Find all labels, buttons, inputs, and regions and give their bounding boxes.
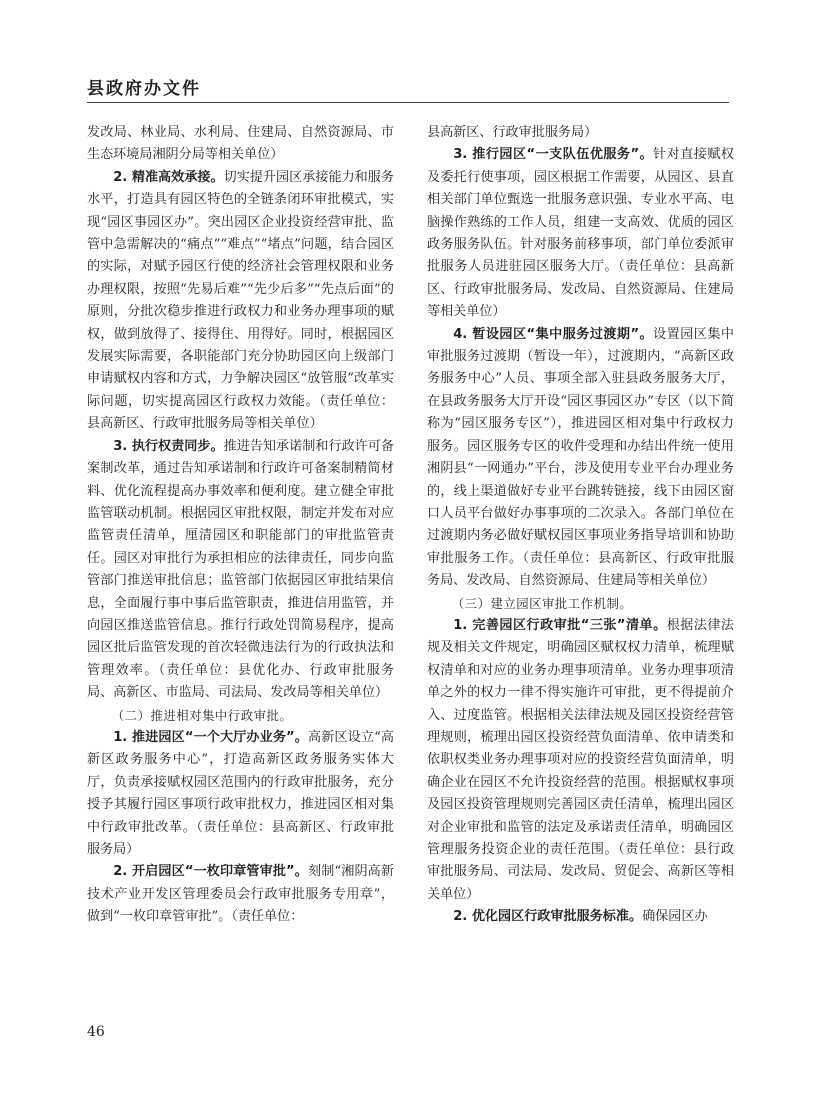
item-heading: 1. 推进园区“一个大厅办业务”。: [113, 729, 308, 745]
item-body: 确保园区办: [642, 909, 708, 925]
item-heading: 3. 推行园区“一支队伍优服务”。: [453, 147, 654, 163]
paragraph: [427, 615, 734, 906]
paragraph: [427, 144, 734, 323]
section-subheading: （三）建立园区审批工作机制。: [451, 595, 633, 611]
item-heading: 2. 精准高效承接。: [113, 169, 224, 185]
paragraph: 县高新区、行政审批服务局）: [427, 125, 598, 140]
page-header-title: 县政府办文件: [87, 79, 201, 99]
page-number: 46: [87, 1024, 105, 1040]
item-heading: 4. 暂设园区“集中服务过渡期”。: [453, 326, 654, 342]
paragraph: [427, 906, 734, 928]
section-subheading: （二）推进相对集中行政审批。: [111, 707, 293, 723]
paragraph: [87, 167, 394, 436]
item-body: 高新区设立“高新区政务服务中心”，打造高新区政务服务实体大厅，负责承接赋权园区范围内的行政审批服务，充分授予其履行园区事项行政审批权力，推进园区相对集中行政审批改革。（责任单位：县高新区、行政审批服务局）: [87, 729, 394, 857]
item-body: 切实提升园区承接能力和服务水平，打造具有园区特色的全链条闭环审批模式，实现“园区事园区办”。突出园区企业投资经营审批、监管中急需解决的“痛点”“难点”“堵点”问题，结合园区的实际，对赋予园区行使的经济社会管理权限和业务办理权限，按照“先易后难”“先少后多”“先点后面”的原则，分批次稳步推进行政权力和业务办理事项的赋权，做到放得了、接得住、用得好。同时，根据园区发展实际需要，各职能部门充分协助园区向上级部门申请赋权内容和方式，力争解决园区“放管服”改革实际问题，切实提高园区行政权力效能。（责任单位：县高新区、行政审批服务局等相关单位）: [87, 169, 394, 432]
paragraph: [87, 436, 394, 705]
item-heading: 2. 优化园区行政审批服务标准。: [453, 909, 643, 925]
item-body: 推进告知承诺制和行政许可备案制改革，通过告知承诺制和行政许可备案制精简材料、优化流程提高办事效率和便利度。建立健全审批监管联动机制。根据园区审批权限，制定并发布对应监管责任清单，厘清园区和职能部门的审批监管责任。园区对审批行为承担相应的法律责任，同步向监管部门推送审批信息；监管部门依据园区审批结果信息，全面履行事中事后监管职责，推进信用监管，并向园区推送监管信息。推行行政处罚简易程序，提高园区批后监管发现的首次轻微违法行为的行政执法和管理效率。（责任单位：县优化办、行政审批服务局、高新区、市监局、司法局、发改局等相关单位）: [87, 438, 394, 701]
item-heading: 1. 完善园区行政审批“三张”清单。: [453, 617, 667, 633]
header-divider: [87, 102, 729, 103]
paragraph: 发改局、林业局、水利局、住建局、自然资源局、市生态环境局湘阴分局等相关单位）: [87, 125, 394, 163]
item-heading: 2. 开启园区“一枚印章管审批”。: [113, 864, 308, 880]
paragraph: [87, 861, 394, 928]
left-column: [87, 122, 394, 929]
item-body: 根据法律法规及相关文件规定，明确园区赋权权力清单，梳理赋权清单和对应的业务办理事项清单。业务办理事项清单之外的权力一律不得实施许可审批，更不得提前介入、过度监管。根据相关法律法规及园区投资经营管理规则，梳理出园区投资经营负面清单、依申请类和依职权类业务办理事项对应的投资经营负面清单，明确企业在园区不允许投资经营的范围。根据赋权事项及园区投资管理规则完善园区责任清单，梳理出园区对企业审批和监管的法定及承诺责任清单，明确园区管理服务投资企业的责任范围。（责任单位：县行政审批服务局、司法局、发改局、贸促会、高新区等相关单位）: [427, 617, 735, 902]
item-body: 刻制“湘阴高新技术产业开发区管理委员会行政审批服务专用章”，做到“一枚印章管审批”。（责任单位：: [87, 864, 394, 925]
item-body: 设置园区集中审批服务过渡期（暂设一年），过渡期内，“高新区政务服务中心”人员、事项全部入驻县政务服务大厅，在县政务服务大厅开设“园区事园区办”专区（以下简称为“园区服务专区”），推进园区相对集中行政权力服务。园区服务专区的收件受理和办结出件统一使用湘阴县“一网通办”平台，涉及使用专业平台办理业务的，线上渠道做好专业平台跳转链接，线下由园区窗口人员平台做好办事事项的二次录入。各部门单位在过渡期内务必做好赋权园区事项业务指导培训和协助审批服务工作。（责任单位：县高新区、行政审批服务局、发改局、自然资源局、住建局等相关单位）: [427, 326, 735, 589]
item-body: 针对直接赋权及委托行使事项，园区根据工作需要，从园区、县直相关部门单位甄选一批服务意识强、专业水平高、电脑操作熟练的工作人员，组建一支高效、优质的园区政务服务队伍。针对服务前移事项，部门单位委派审批服务人员进驻园区服务大厅。（责任单位：县高新区、行政审批服务局、发改局、自然资源局、住建局等相关单位）: [427, 147, 735, 320]
paragraph: [87, 727, 394, 861]
paragraph: [427, 324, 734, 593]
right-column: [427, 122, 734, 929]
item-heading: 3. 执行权责同步。: [113, 438, 224, 454]
